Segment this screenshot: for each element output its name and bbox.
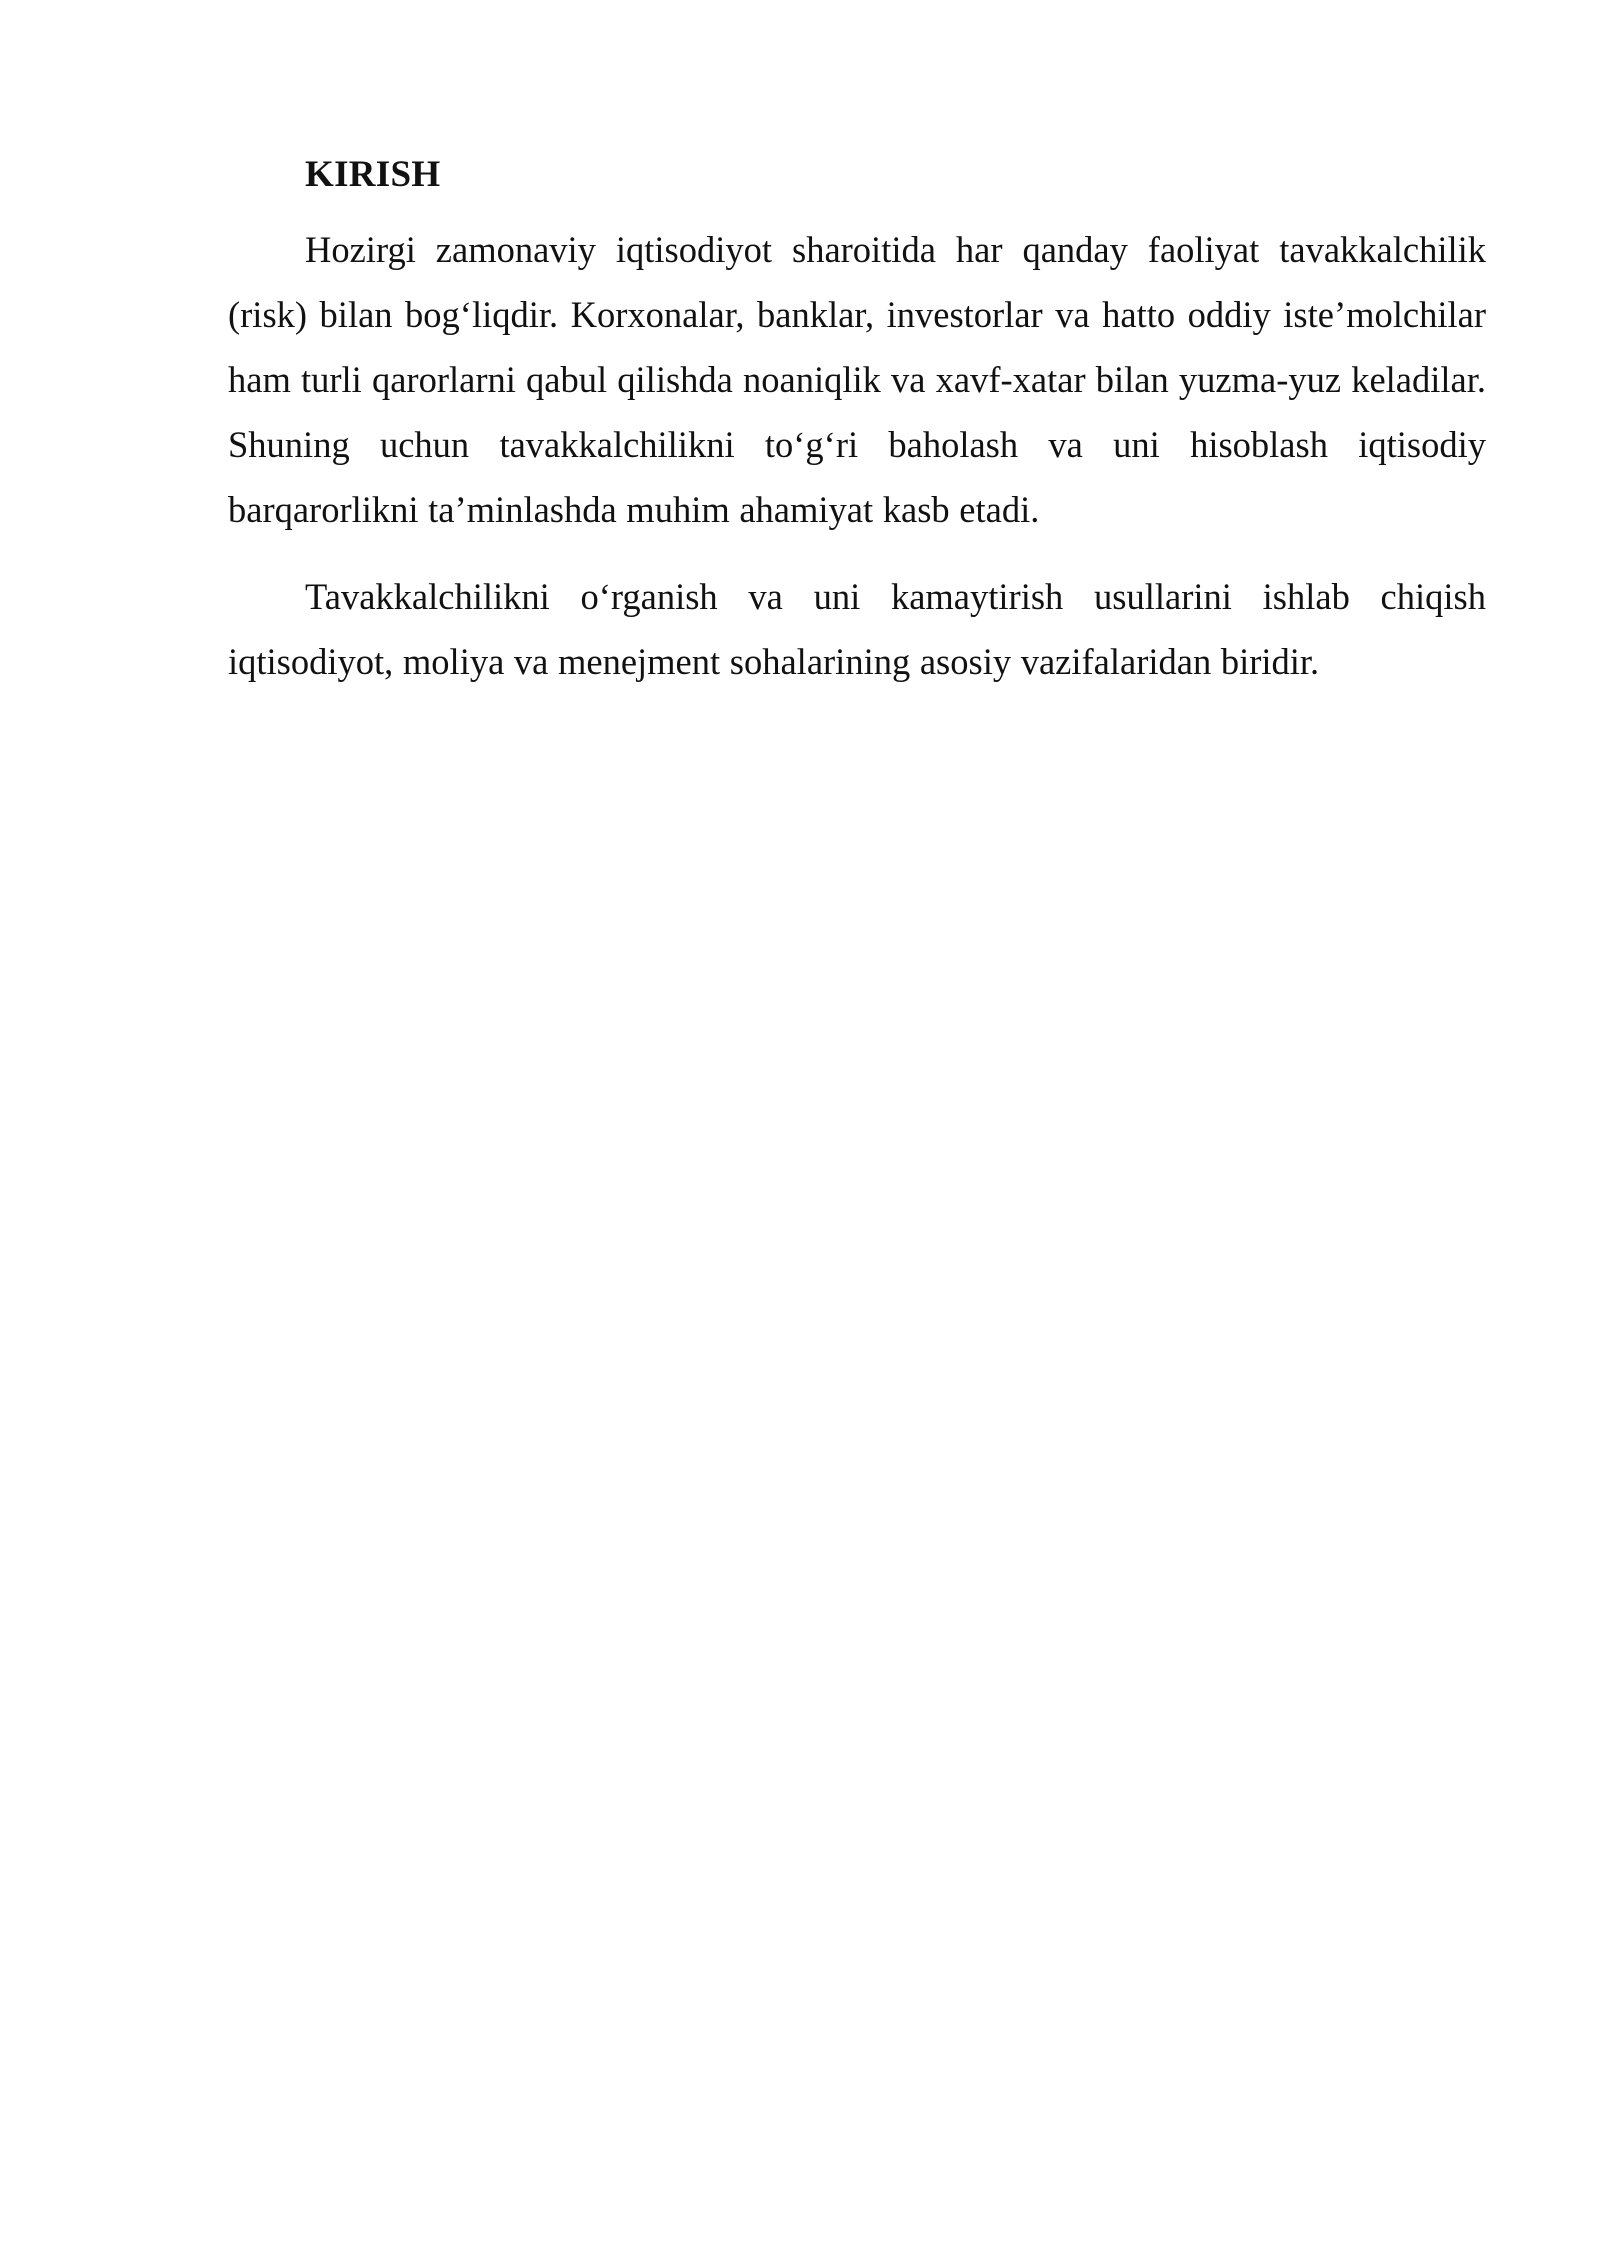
section-heading: KIRISH — [305, 154, 441, 195]
paragraph-intro: Hozirgi zamonaviy iqtisodiyot sharoitida har qanday faoliyat tavakkalchilik (risk) bilan bog‘liqdir. Korxonalar, banklar, investorlar va hatto oddiy iste’molchilar ham turli qarorlarni qabul qilishda noaniqlik va xavf-xatar bilan yuzma-yuz keladilar. Shuning uchun tavakkalchilikni to‘g‘ri baholash va uni hisoblash iqtisodiy barqarorlikni ta’minlashda muhim ahamiyat kasb etadi. — [228, 229, 1486, 530]
paragraph-purpose: Tavakkalchilikni o‘rganish va uni kamaytirish usullarini ishlab chiqish iqtisodiyot, moliya va menejment sohalarining asosiy vazifalaridan biridir. — [228, 576, 1486, 682]
document-body — [228, 150, 1486, 716]
